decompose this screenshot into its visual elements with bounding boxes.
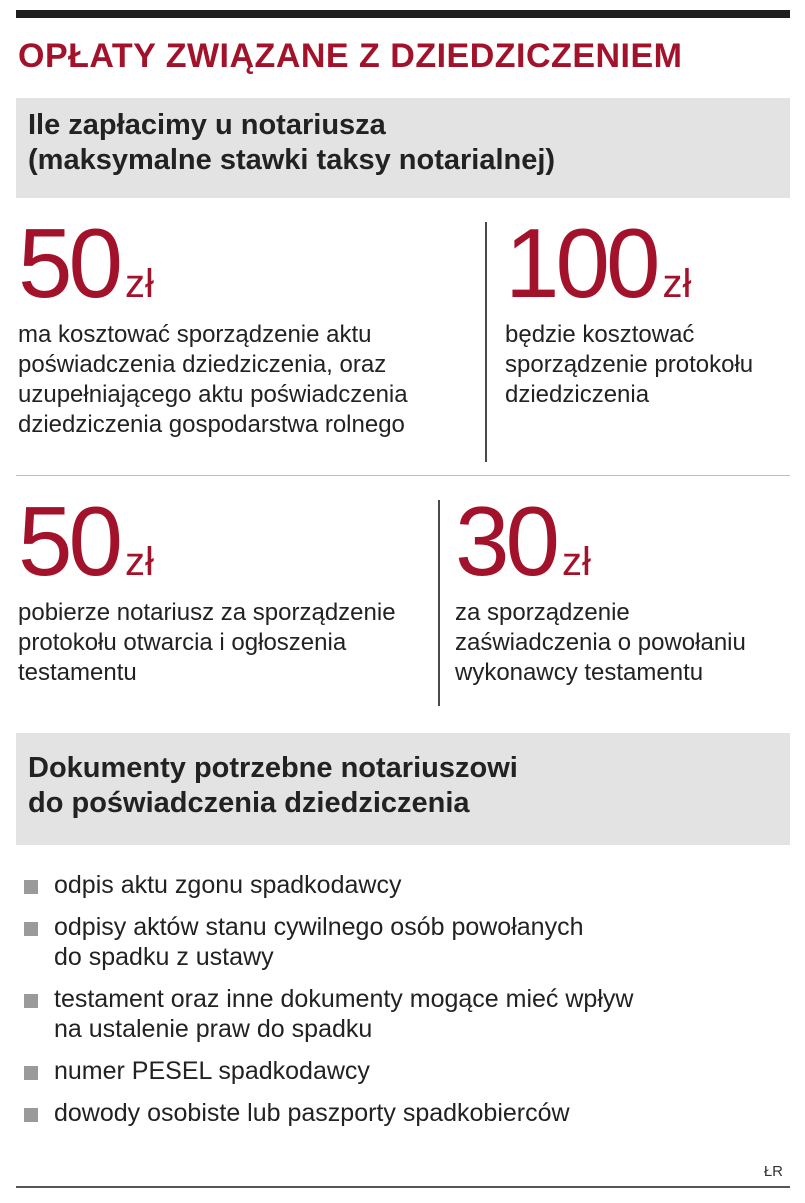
list-item [24, 1098, 633, 1128]
fee-amount-unit: zł [562, 540, 591, 584]
list-item-text: na ustalenie praw do spadku [54, 1015, 373, 1043]
documents-header [16, 733, 790, 845]
fee-description-line: za sporządzenie [455, 599, 630, 626]
column-divider [438, 500, 440, 706]
fees-row-divider [16, 475, 790, 476]
list-item [24, 870, 633, 900]
fee-amount-value: 50 [18, 486, 120, 596]
list-item-text: odpisy aktów stanu cywilnego osób powołanych [54, 913, 584, 941]
fee-description-line: pobierze notariusz za sporządzenie [18, 599, 396, 626]
fee-block-succession-protocol [505, 208, 754, 410]
documents-heading-line1: Dokumenty potrzebne notariuszowi [28, 752, 518, 784]
bullet-square-icon [24, 994, 38, 1008]
column-divider [485, 222, 487, 462]
fee-amount [18, 486, 396, 596]
fee-description-line: zaświadczenia o powołaniu [455, 629, 746, 656]
top-rule [16, 10, 790, 18]
fee-amount-value: 50 [18, 208, 120, 318]
fee-description-line: protokołu otwarcia i ogłoszenia [18, 629, 347, 656]
list-item-text: do spadku z ustawy [54, 943, 274, 971]
notary-fees-header [16, 98, 790, 198]
notary-fees-heading-line2: (maksymalne stawki taksy notarialnej) [28, 144, 556, 176]
fee-description-line: sporządzenie protokołu [505, 351, 754, 378]
bullet-square-icon [24, 1066, 38, 1080]
fee-amount [505, 208, 753, 318]
list-item-text: testament oraz inne dokumenty mogące mieć wpływ [54, 985, 634, 1013]
list-item-text: dowody osobiste lub paszporty spadkobierców [54, 1099, 570, 1127]
bullet-square-icon [24, 880, 38, 894]
fee-description-line: ma kosztować sporządzenie aktu [18, 321, 372, 348]
documents-heading-line2: do poświadczenia dziedziczenia [28, 787, 470, 819]
documents-list [24, 870, 633, 1140]
fee-description [455, 598, 746, 688]
bullet-square-icon [24, 1108, 38, 1122]
fee-description-line: dziedziczenia gospodarstwa rolnego [18, 411, 405, 438]
fee-description [18, 598, 396, 688]
list-item [24, 984, 633, 1044]
fee-description-line: testamentu [18, 659, 137, 686]
fee-amount-unit: zł [662, 262, 692, 306]
fee-block-succession-certificate [18, 208, 408, 440]
fee-description [505, 320, 753, 410]
fee-description-line: wykonawcy testamentu [455, 659, 704, 686]
fee-description-line: poświadczenia dziedziczenia, oraz [18, 351, 387, 378]
bottom-rule [16, 1186, 790, 1188]
fee-description-line: dziedziczenia [505, 381, 650, 408]
list-item-text: odpis aktu zgonu spadkodawcy [54, 871, 402, 899]
fee-amount-unit: zł [125, 262, 154, 306]
infographic-title: OPŁATY ZWIĄZANE Z DZIEDZICZENIEM [18, 37, 683, 75]
author-credit: ŁR [763, 1163, 783, 1180]
fee-amount [18, 208, 408, 318]
fee-description-line: uzupełniającego aktu poświadczenia [18, 381, 408, 408]
fee-amount-value: 30 [455, 486, 557, 596]
bullet-square-icon [24, 922, 38, 936]
list-item-text: numer PESEL spadkodawcy [54, 1057, 370, 1085]
notary-fees-heading-line1: Ile zapłacimy u notariusza [28, 109, 386, 141]
list-item [24, 912, 633, 972]
fee-description-line: będzie kosztować [505, 321, 695, 348]
fee-amount-unit: zł [125, 540, 154, 584]
fee-description [18, 320, 408, 440]
fee-block-testament-opening [18, 486, 396, 688]
fee-amount-value: 100 [505, 208, 657, 318]
fee-block-executor-certificate [455, 486, 746, 688]
fee-amount [455, 486, 746, 596]
list-item [24, 1056, 633, 1086]
